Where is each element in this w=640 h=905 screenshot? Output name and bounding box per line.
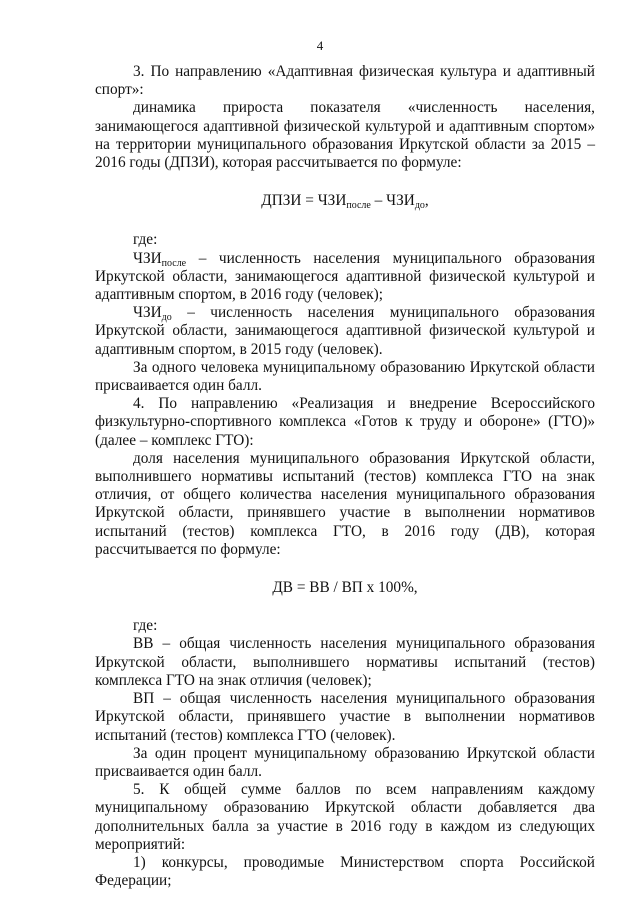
section-5-text: 5. К общей сумме баллов по всем направлениям каждому муниципальному образованию Иркутской области добавляется два дополнительных балла за участие в 2016 году в каждом из следующих мероприятий: xyxy=(95,781,595,853)
formula-dpzi-sub-before: до xyxy=(414,200,425,212)
formula-dv: ДВ = ВВ / ВП х 100%, xyxy=(272,579,418,597)
formula-dpzi-lhs: ДПЗИ = ЧЗИ xyxy=(261,192,347,210)
section-3-score: За одного человека муниципальному образованию Иркутской области присваивается один балл. xyxy=(95,358,595,395)
term-chzi-before-sub: до xyxy=(161,312,172,324)
section-3-indicator: динамика прироста показателя «численность населения, занимающегося адаптивной физической культурой и адаптивным спортом» на территории муниципального образования Иркутской области за 2015 – 2016 годы (ДПЗИ), которая рассчитывается по формуле: xyxy=(95,99,595,172)
section-4-definition-vv: ВВ – общая численность населения муниципального образования Иркутской области, выполнившего нормативы испытаний (тестов) комплекса ГТО на знак отличия (человек); xyxy=(95,635,595,689)
section-4-where: где: xyxy=(133,617,158,635)
term-chzi-before: ЧЗИ xyxy=(133,304,162,322)
section-3-definition-after xyxy=(95,250,595,305)
definition-chzi-after-text: – численность населения муниципального образования Иркутской области, занимающегося адаптивной физической культурой и адаптивным спортом, в 2016 году (человек); xyxy=(95,249,595,304)
section-5-item-1: 1) конкурсы, проводимые Министерством спорта Российской Федерации; xyxy=(95,853,595,890)
formula-dpzi xyxy=(95,192,595,210)
section-4-heading: 4. По направлению «Реализация и внедрение Всероссийского физкультурно-спортивного комплекса «Готов к труду и обороне» (ГТО)» (далее – комплекс ГТО): xyxy=(95,395,595,449)
section-3-where: где: xyxy=(133,231,158,249)
formula-dpzi-mid: – ЧЗИ xyxy=(370,192,415,210)
document-body xyxy=(95,63,595,890)
term-chzi-after: ЧЗИ xyxy=(133,249,162,267)
term-chzi-after-sub: после xyxy=(161,257,187,269)
formula-dpzi-sub-after: после xyxy=(346,200,371,212)
page-number: 4 xyxy=(316,38,324,53)
section-3-heading: 3. По направлению «Адаптивная физическая культура и адаптивный спорт»: xyxy=(95,63,595,99)
section-4-definition-vp: ВП – общая численность населения муниципального образования Иркутской области, принявшего участие в выполнении нормативов испытаний (тестов) комплекса ГТО (человек). xyxy=(95,690,595,744)
formula-dpzi-tail: , xyxy=(424,192,429,210)
section-4-score: За один процент муниципальному образованию Иркутской области присваивается один балл. xyxy=(95,744,595,780)
definition-chzi-before-text: – численность населения муниципального образования Иркутской области, занимающегося адаптивной физической культурой и адаптивным спортом, в 2015 году (человек). xyxy=(95,304,595,358)
section-4-indicator: доля населения муниципального образования Иркутской области, выполнившего нормативы испытаний (тестов) комплекса ГТО на знак отличия, от общего количества населения муниципального образования Иркутской области, принявшего участие в выполнении нормативов испытаний (тестов) комплекса ГТО, в 2016 году (ДВ), которая рассчитывается по формуле: xyxy=(95,449,595,558)
section-3-definition-before xyxy=(95,304,595,359)
